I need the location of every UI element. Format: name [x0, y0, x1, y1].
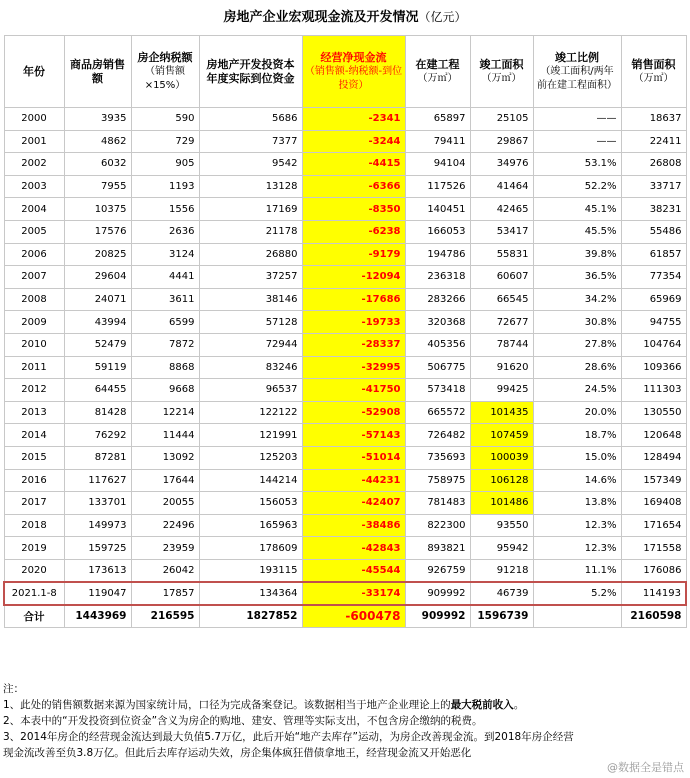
cell-year: 2020	[4, 559, 64, 582]
cell-ratio	[533, 605, 621, 628]
cell-ratio: 18.7%	[533, 424, 621, 447]
cell-ratio: 12.3%	[533, 514, 621, 537]
cell-cashflow: -38486	[302, 514, 405, 537]
cell-ratio: 45.1%	[533, 198, 621, 221]
header-ratio: 竣工比例 （竣工面积/两年前在建工程面积）	[533, 36, 621, 108]
cell-ratio: 24.5%	[533, 379, 621, 402]
cell-area: 171654	[621, 514, 686, 537]
cell-year: 2017	[4, 492, 64, 515]
cell-ratio: 36.5%	[533, 266, 621, 289]
cell-area: 65969	[621, 288, 686, 311]
table-row	[4, 288, 686, 311]
cell-ratio: 39.8%	[533, 243, 621, 266]
note-3a: 3、2014年房企的经营现金流达到最大负值5.7万亿，此后开始“地产去库存”运动，为房企改善现金流。到2018年房企经营	[3, 731, 574, 743]
cell-invest: 125203	[199, 446, 302, 469]
table-row	[4, 379, 686, 402]
cell-ratio: 52.2%	[533, 175, 621, 198]
cell-invest: 178609	[199, 537, 302, 560]
cell-sales: 59119	[64, 356, 131, 379]
cell-area: 2160598	[621, 605, 686, 628]
cell-sales: 17576	[64, 220, 131, 243]
header-sales: 商品房销售额	[64, 36, 131, 108]
cell-tax: 3611	[131, 288, 199, 311]
cashflow-table	[3, 35, 687, 628]
cell-ratio: ——	[533, 108, 621, 131]
note-1: 1、此处的销售额数据来源为国家统计局，口径为完成备案登记。该数据相当于地产企业理论上的最大税前收入。	[3, 699, 525, 711]
cell-year: 2016	[4, 469, 64, 492]
cell-tax: 9668	[131, 379, 199, 402]
cell-area: 171558	[621, 537, 686, 560]
cell-area: 111303	[621, 379, 686, 402]
table-row	[4, 424, 686, 447]
cell-completed: 29867	[470, 130, 533, 153]
cell-tax: 12214	[131, 401, 199, 424]
cell-completed: 95942	[470, 537, 533, 560]
cell-construction: 735693	[405, 446, 470, 469]
header-area: 销售面积 （万㎡）	[621, 36, 686, 108]
cell-construction: 506775	[405, 356, 470, 379]
cell-invest: 21178	[199, 220, 302, 243]
cell-completed: 42465	[470, 198, 533, 221]
cell-cashflow: -45544	[302, 559, 405, 582]
cell-year: 2021.1-8	[4, 582, 64, 605]
cell-construction: 94104	[405, 153, 470, 176]
cell-tax: 3124	[131, 243, 199, 266]
cell-tax: 17644	[131, 469, 199, 492]
cell-sales: 1443969	[64, 605, 131, 628]
cell-tax: 7872	[131, 333, 199, 356]
cell-construction: 283266	[405, 288, 470, 311]
cell-year: 2006	[4, 243, 64, 266]
cell-cashflow: -52908	[302, 401, 405, 424]
cell-year: 2014	[4, 424, 64, 447]
cell-area: 114193	[621, 582, 686, 605]
title-text: 房地产企业宏观现金流及开发情况	[223, 10, 419, 25]
cell-area: 157349	[621, 469, 686, 492]
cell-sales: 159725	[64, 537, 131, 560]
header-invest: 房地产开发投资本年度实际到位资金	[199, 36, 302, 108]
cell-ratio: 28.6%	[533, 356, 621, 379]
table-row	[4, 537, 686, 560]
cell-cashflow: -12094	[302, 266, 405, 289]
cell-year: 2018	[4, 514, 64, 537]
cell-construction: 909992	[405, 582, 470, 605]
cell-tax: 1193	[131, 175, 199, 198]
cell-cashflow: -9179	[302, 243, 405, 266]
cell-invest: 38146	[199, 288, 302, 311]
cell-completed: 91218	[470, 559, 533, 582]
cell-year: 2002	[4, 153, 64, 176]
cell-cashflow: -17686	[302, 288, 405, 311]
cell-completed: 107459	[470, 424, 533, 447]
cell-area: 38231	[621, 198, 686, 221]
cell-tax: 11444	[131, 424, 199, 447]
cell-year: 2019	[4, 537, 64, 560]
cell-cashflow: -32995	[302, 356, 405, 379]
cell-year: 2005	[4, 220, 64, 243]
cell-year: 2010	[4, 333, 64, 356]
cell-invest: 5686	[199, 108, 302, 131]
cell-year: 2000	[4, 108, 64, 131]
cell-construction: 926759	[405, 559, 470, 582]
cell-construction: 726482	[405, 424, 470, 447]
cell-cashflow: -42407	[302, 492, 405, 515]
cell-ratio: 11.1%	[533, 559, 621, 582]
cell-sales: 6032	[64, 153, 131, 176]
cell-cashflow: -44231	[302, 469, 405, 492]
cell-completed: 1596739	[470, 605, 533, 628]
cell-tax: 20055	[131, 492, 199, 515]
cell-completed: 99425	[470, 379, 533, 402]
table-row	[4, 514, 686, 537]
cell-year: 2007	[4, 266, 64, 289]
cell-sales: 7955	[64, 175, 131, 198]
cell-invest: 72944	[199, 333, 302, 356]
cell-cashflow: -3244	[302, 130, 405, 153]
title-unit: （亿元）	[418, 10, 467, 24]
cell-construction: 65897	[405, 108, 470, 131]
header-completed: 竣工面积 （万㎡）	[470, 36, 533, 108]
notes-label: 注：	[3, 683, 24, 695]
table-row	[4, 108, 686, 131]
cell-completed: 101435	[470, 401, 533, 424]
cell-completed: 53417	[470, 220, 533, 243]
cell-area: 128494	[621, 446, 686, 469]
cell-ratio: 14.6%	[533, 469, 621, 492]
cell-invest: 96537	[199, 379, 302, 402]
table-row	[4, 401, 686, 424]
table-row	[4, 175, 686, 198]
watermark: @数据全是错点	[607, 761, 684, 774]
header-cashflow: 经营净现金流 （销售额-纳税额-到位投资）	[302, 36, 405, 108]
cell-completed: 78744	[470, 333, 533, 356]
table-row	[4, 446, 686, 469]
cell-construction: 140451	[405, 198, 470, 221]
cell-construction: 822300	[405, 514, 470, 537]
cell-ratio: ——	[533, 130, 621, 153]
table-row	[4, 220, 686, 243]
cell-tax: 1556	[131, 198, 199, 221]
cell-invest: 17169	[199, 198, 302, 221]
cell-invest: 165963	[199, 514, 302, 537]
cell-invest: 134364	[199, 582, 302, 605]
cell-cashflow: -42843	[302, 537, 405, 560]
cell-construction: 665572	[405, 401, 470, 424]
table-row	[4, 333, 686, 356]
table-row	[4, 153, 686, 176]
table-row	[4, 266, 686, 289]
cell-area: 33717	[621, 175, 686, 198]
cell-year: 2015	[4, 446, 64, 469]
table-row	[4, 356, 686, 379]
cell-area: 26808	[621, 153, 686, 176]
cell-construction: 781483	[405, 492, 470, 515]
cell-construction: 117526	[405, 175, 470, 198]
cell-sales: 87281	[64, 446, 131, 469]
cell-invest: 144214	[199, 469, 302, 492]
cell-area: 120648	[621, 424, 686, 447]
cell-sales: 149973	[64, 514, 131, 537]
cell-tax: 22496	[131, 514, 199, 537]
cell-area: 94755	[621, 311, 686, 334]
table-row	[4, 130, 686, 153]
cell-year: 2013	[4, 401, 64, 424]
cell-year: 2008	[4, 288, 64, 311]
cell-construction: 236318	[405, 266, 470, 289]
cell-cashflow: -6238	[302, 220, 405, 243]
cell-sales: 10375	[64, 198, 131, 221]
cell-tax: 23959	[131, 537, 199, 560]
cell-year: 2004	[4, 198, 64, 221]
cell-construction: 909992	[405, 605, 470, 628]
cell-invest: 83246	[199, 356, 302, 379]
notes	[3, 681, 685, 761]
cell-area: 104764	[621, 333, 686, 356]
cell-cashflow: -19733	[302, 311, 405, 334]
table-row	[4, 243, 686, 266]
cell-tax: 905	[131, 153, 199, 176]
cell-cashflow: -6366	[302, 175, 405, 198]
cell-sales: 43994	[64, 311, 131, 334]
cell-tax: 216595	[131, 605, 199, 628]
cell-tax: 4441	[131, 266, 199, 289]
cell-completed: 93550	[470, 514, 533, 537]
cell-sales: 52479	[64, 333, 131, 356]
table-title	[0, 0, 690, 34]
cell-area: 55486	[621, 220, 686, 243]
cell-completed: 25105	[470, 108, 533, 131]
cell-sales: 4862	[64, 130, 131, 153]
cell-sales: 119047	[64, 582, 131, 605]
cell-completed: 91620	[470, 356, 533, 379]
cell-ratio: 5.2%	[533, 582, 621, 605]
cell-invest: 122122	[199, 401, 302, 424]
table-row-total	[4, 605, 686, 628]
header-row	[4, 36, 686, 108]
cell-tax: 26042	[131, 559, 199, 582]
cell-tax: 6599	[131, 311, 199, 334]
cell-tax: 590	[131, 108, 199, 131]
cell-cashflow: -33174	[302, 582, 405, 605]
cell-area: 77354	[621, 266, 686, 289]
header-tax: 房企纳税额 （销售额×15%）	[131, 36, 199, 108]
table-row	[4, 492, 686, 515]
cell-completed: 66545	[470, 288, 533, 311]
note-2: 2、本表中的“开发投资到位资金”含义为房企的购地、建安、管理等实际支出，不包含房企缴纳的税费。	[3, 715, 483, 727]
cell-sales: 3935	[64, 108, 131, 131]
cell-year: 2001	[4, 130, 64, 153]
cell-sales: 81428	[64, 401, 131, 424]
header-year: 年份	[4, 36, 64, 108]
cell-year: 2011	[4, 356, 64, 379]
cell-cashflow: -8350	[302, 198, 405, 221]
cell-ratio: 12.3%	[533, 537, 621, 560]
cell-cashflow: -57143	[302, 424, 405, 447]
cell-ratio: 27.8%	[533, 333, 621, 356]
cell-ratio: 30.8%	[533, 311, 621, 334]
cell-ratio: 20.0%	[533, 401, 621, 424]
cell-construction: 573418	[405, 379, 470, 402]
cell-ratio: 15.0%	[533, 446, 621, 469]
cell-construction: 194786	[405, 243, 470, 266]
cell-sales: 20825	[64, 243, 131, 266]
cell-invest: 156053	[199, 492, 302, 515]
cell-area: 176086	[621, 559, 686, 582]
cell-area: 109366	[621, 356, 686, 379]
cell-cashflow: -4415	[302, 153, 405, 176]
cell-completed: 60607	[470, 266, 533, 289]
cell-year: 2009	[4, 311, 64, 334]
cell-sales: 29604	[64, 266, 131, 289]
cell-area: 169408	[621, 492, 686, 515]
cell-sales: 133701	[64, 492, 131, 515]
cell-invest: 57128	[199, 311, 302, 334]
cell-ratio: 53.1%	[533, 153, 621, 176]
cell-cashflow: -51014	[302, 446, 405, 469]
cell-construction: 758975	[405, 469, 470, 492]
cell-year: 2012	[4, 379, 64, 402]
cell-construction: 320368	[405, 311, 470, 334]
table-row	[4, 311, 686, 334]
cell-completed: 101486	[470, 492, 533, 515]
table-row	[4, 198, 686, 221]
cell-completed: 55831	[470, 243, 533, 266]
table-row	[4, 469, 686, 492]
table-body	[4, 108, 686, 628]
cell-construction: 893821	[405, 537, 470, 560]
cell-invest: 13128	[199, 175, 302, 198]
cell-tax: 13092	[131, 446, 199, 469]
cell-invest: 193115	[199, 559, 302, 582]
cell-sales: 76292	[64, 424, 131, 447]
cell-invest: 26880	[199, 243, 302, 266]
cell-invest: 121991	[199, 424, 302, 447]
cell-area: 130550	[621, 401, 686, 424]
cell-invest: 1827852	[199, 605, 302, 628]
cell-sales: 64455	[64, 379, 131, 402]
cell-area: 61857	[621, 243, 686, 266]
cell-tax: 17857	[131, 582, 199, 605]
cell-construction: 79411	[405, 130, 470, 153]
cell-cashflow: -600478	[302, 605, 405, 628]
cell-tax: 2636	[131, 220, 199, 243]
table-row-recent	[4, 582, 686, 605]
header-construction: 在建工程 （万㎡）	[405, 36, 470, 108]
cell-completed: 100039	[470, 446, 533, 469]
cell-completed: 106128	[470, 469, 533, 492]
cell-year: 2003	[4, 175, 64, 198]
cell-tax: 8868	[131, 356, 199, 379]
cell-cashflow: -41750	[302, 379, 405, 402]
cell-ratio: 13.8%	[533, 492, 621, 515]
cell-invest: 37257	[199, 266, 302, 289]
cell-completed: 41464	[470, 175, 533, 198]
note-3b: 现金流改善至负3.8万亿。但此后去库存运动失效，房企集体疯狂借债拿地王，经营现金流又开始恶化	[3, 747, 472, 759]
cell-cashflow: -2341	[302, 108, 405, 131]
cell-sales: 173613	[64, 559, 131, 582]
cell-ratio: 34.2%	[533, 288, 621, 311]
cell-ratio: 45.5%	[533, 220, 621, 243]
cell-completed: 72677	[470, 311, 533, 334]
cell-year: 合计	[4, 605, 64, 628]
cell-construction: 166053	[405, 220, 470, 243]
cell-completed: 46739	[470, 582, 533, 605]
cell-invest: 9542	[199, 153, 302, 176]
cell-completed: 34976	[470, 153, 533, 176]
cell-area: 18637	[621, 108, 686, 131]
cell-cashflow: -28337	[302, 333, 405, 356]
cell-invest: 7377	[199, 130, 302, 153]
cell-tax: 729	[131, 130, 199, 153]
cell-sales: 117627	[64, 469, 131, 492]
table-row	[4, 559, 686, 582]
cell-construction: 405356	[405, 333, 470, 356]
cell-sales: 24071	[64, 288, 131, 311]
cell-area: 22411	[621, 130, 686, 153]
